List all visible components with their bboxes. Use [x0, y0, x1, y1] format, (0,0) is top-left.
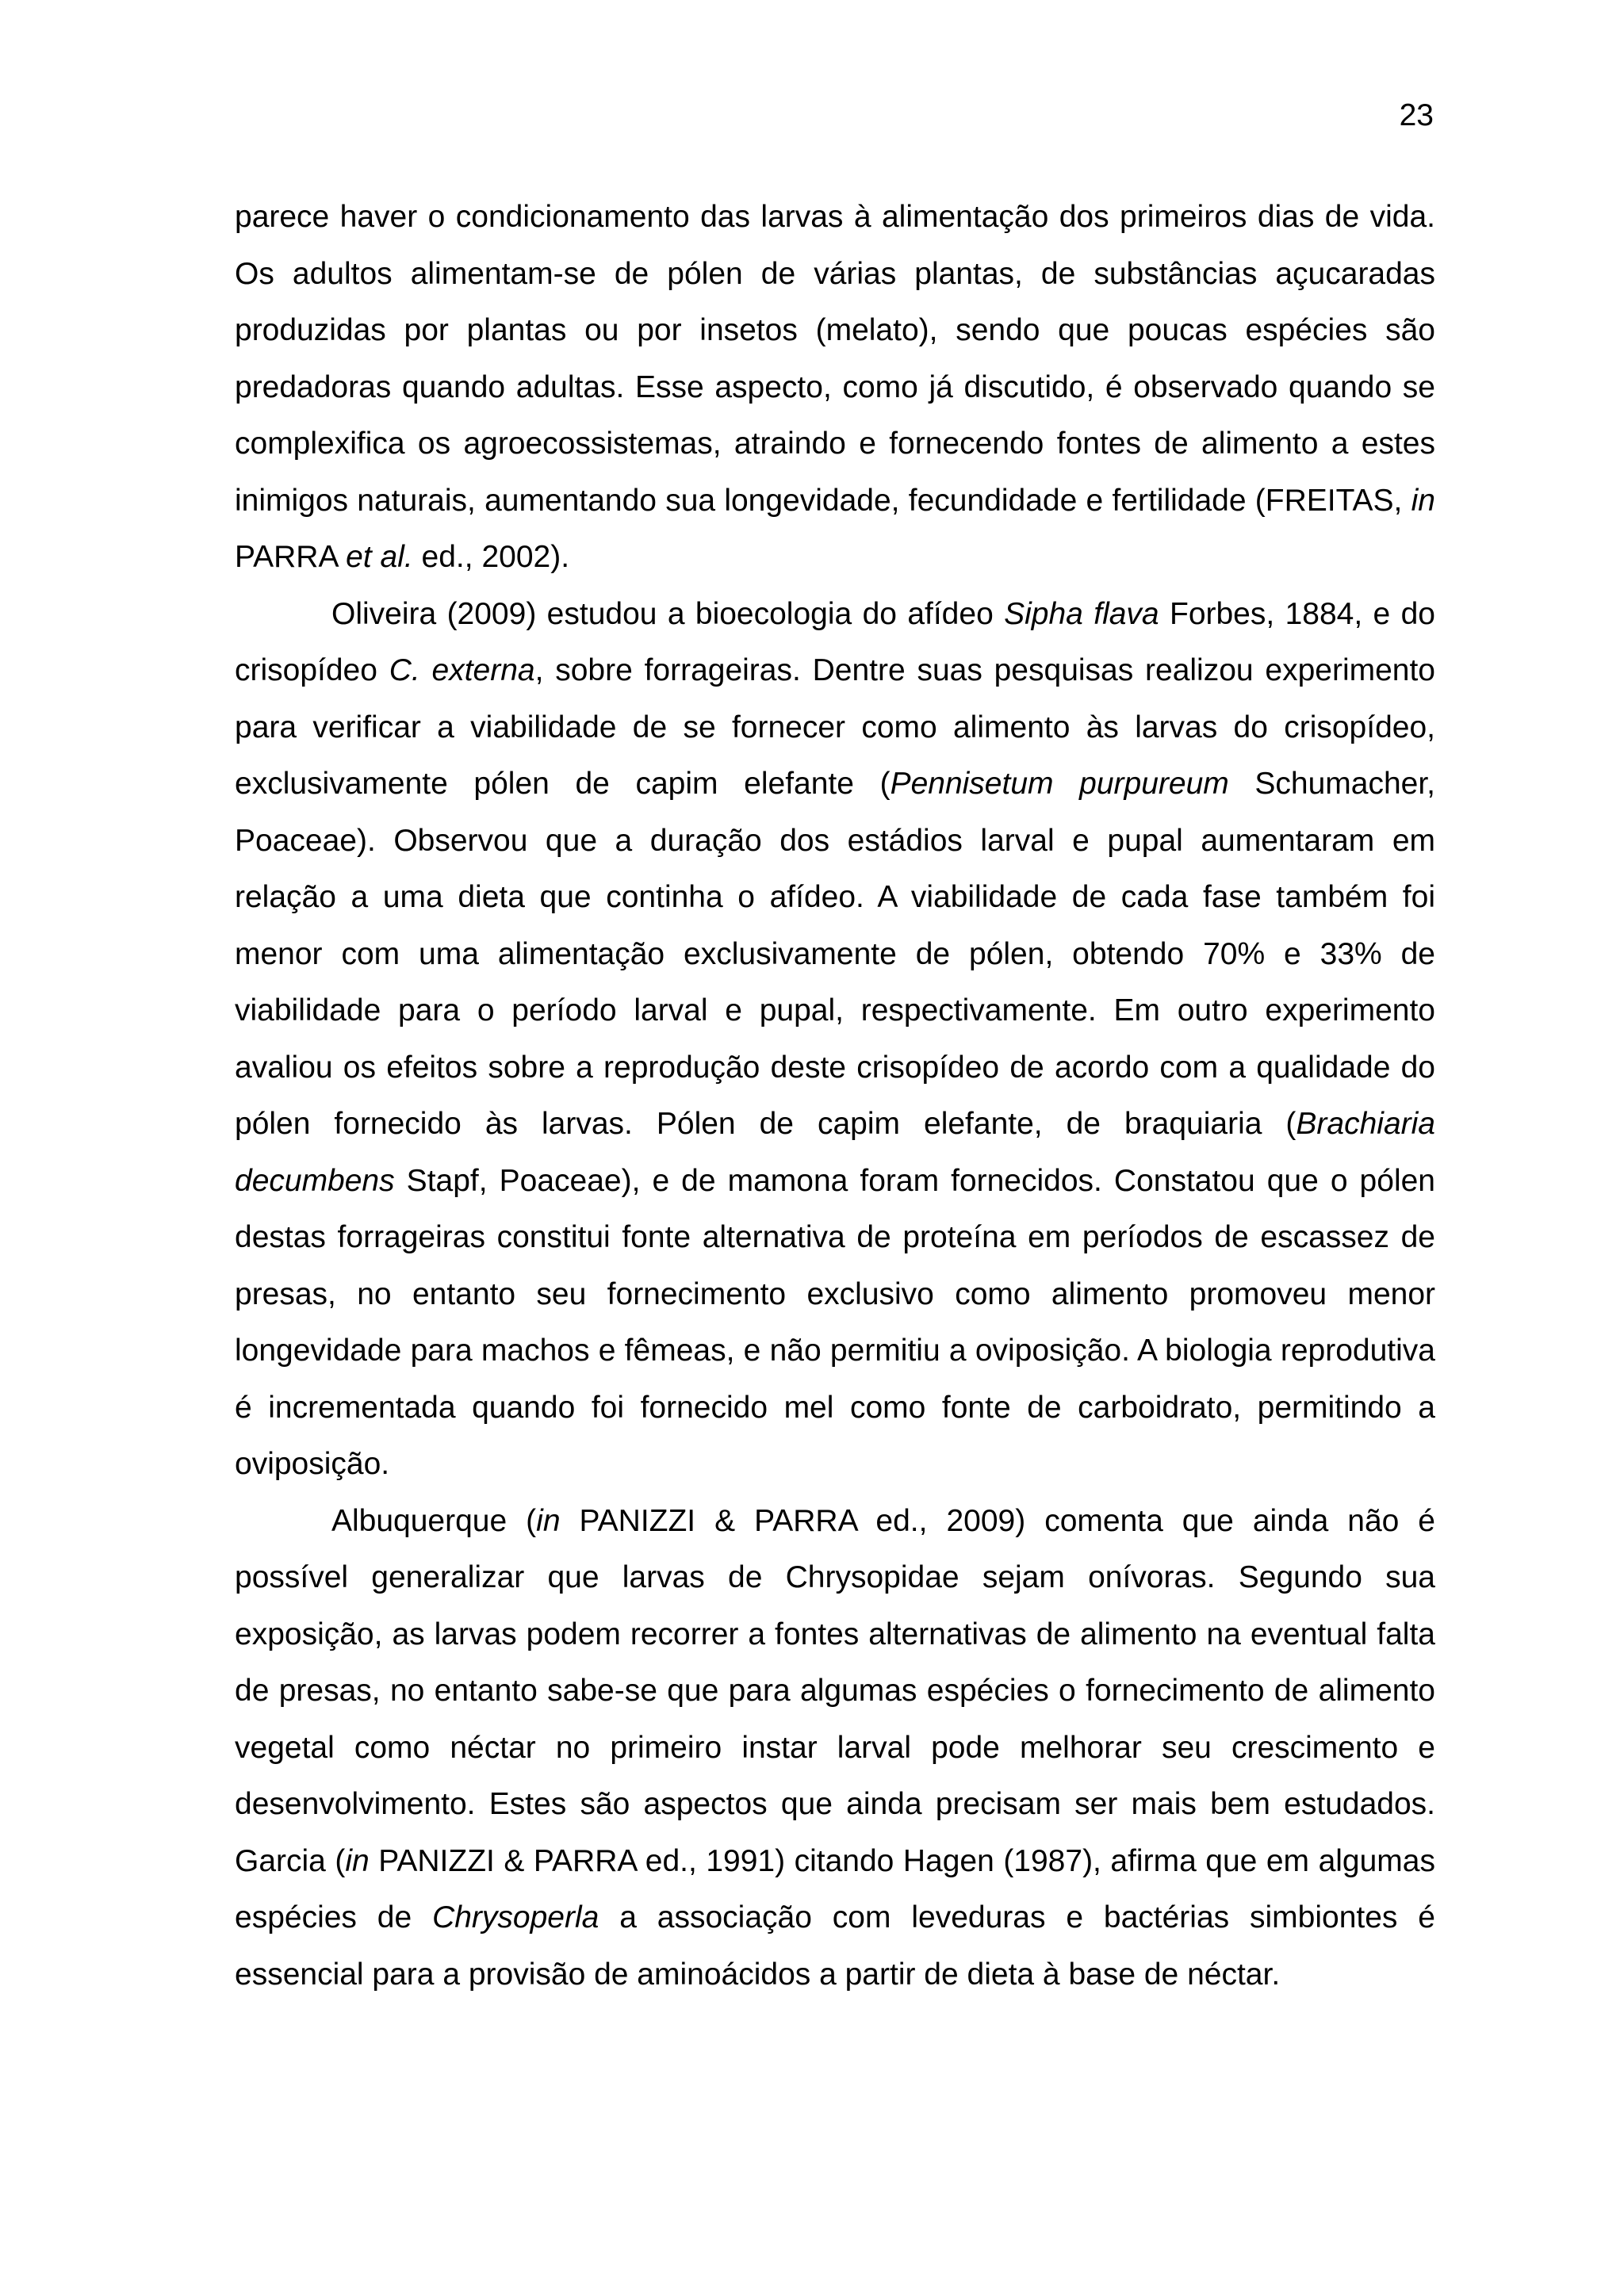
paragraph-2: Oliveira (2009) estudou a bioecologia do afídeo Sipha flava Forbes, 1884, e do crisopídeo C. externa, sobre forrageiras. Dentre suas pesquisas realizou experimento para verificar a viabilidade de se fornecer como alimento às larvas do crisopídeo, exclusivamente pólen de capim elefante (Pennisetum purpureum Schumacher, Poaceae). Observou que a duração dos estádios larval e pupal aumentaram em relação a uma dieta que continha o afídeo. A viabilidade de cada fase também foi menor com uma alimentação exclusivamente de pólen, obtendo 70% e 33% de viabilidade para o período larval e pupal, respectivamente. Em outro experimento avaliou os efeitos sobre a reprodução deste crisopídeo de acordo com a qualidade do pólen fornecido às larvas. Pólen de capim elefante, de braquiaria (Brachiaria decumbens Stapf, Poaceae), e de mamona foram fornecidos. Constatou que o pólen destas forrageiras constitui fonte alternativa de proteína em períodos de escassez de presas, no entanto seu fornecimento exclusivo como alimento promoveu menor longevidade para machos e fêmeas, e não permitiu a oviposição. A biologia reprodutiva é incrementada quando foi fornecido mel como fonte de carboidrato, permitindo a oviposição.: [235, 596, 1436, 1481]
paragraph-3: Albuquerque (in PANIZZI & PARRA ed., 2009) comenta que ainda não é possível generalizar que larvas de Chrysopidae sejam onívoras. Segundo sua exposição, as larvas podem recorrer a fontes alternativas de alimento na eventual falta de presas, no entanto sabe-se que para algumas espécies o fornecimento de alimento vegetal como néctar no primeiro instar larval pode melhorar seu crescimento e desenvolvimento. Estes são aspectos que ainda precisam ser mais bem estudados. Garcia (in PANIZZI & PARRA ed., 1991) citando Hagen (1987), afirma que em algumas espécies de Chrysoperla a associação com leveduras e bactérias simbiontes é essencial para a provisão de aminoácidos a partir de dieta à base de néctar.: [235, 1503, 1435, 1992]
body-text: [235, 189, 1435, 2003]
paragraph-1: parece haver o condicionamento das larvas à alimentação dos primeiros dias de vida. Os adultos alimentam-se de pólen de várias plantas, de substâncias açucaradas produzidas por plantas ou por insetos (melato), sendo que poucas espécies são predadoras quando adultas. Esse aspecto, como já discutido, é observado quando se complexifica os agroecossistemas, atraindo e fornecendo fontes de alimento a estes inimigos naturais, aumentando sua longevidade, fecundidade e fertilidade (FREITAS, in PARRA et al. ed., 2002).: [235, 200, 1435, 574]
page-number: 23: [1399, 98, 1434, 132]
